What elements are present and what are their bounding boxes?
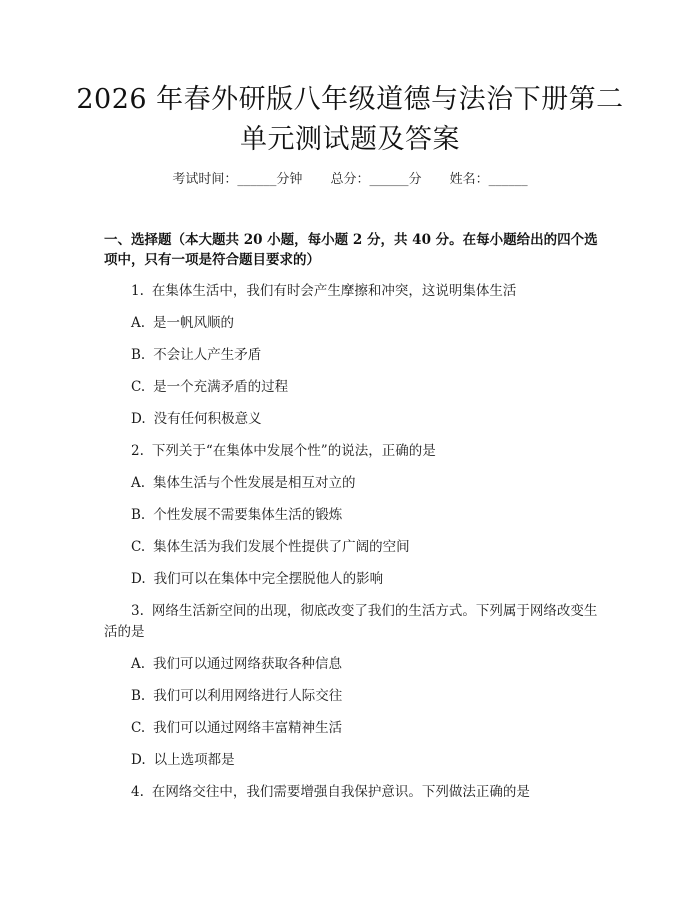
option-text: 没有任何积极意义 <box>153 411 262 427</box>
question-number: 3. <box>131 603 144 619</box>
option-text: 是一帆风顺的 <box>153 315 235 331</box>
option-text: 我们可以在集体中完全摆脱他人的影响 <box>153 571 384 587</box>
option-letter: D. <box>131 752 146 768</box>
option-text: 个性发展不需要集体生活的锻炼 <box>153 507 343 523</box>
page-title-line1: 2026 年春外研版八年级道德与法治下册第二 <box>76 84 624 115</box>
option-letter: C. <box>131 720 146 736</box>
exam-time-field: 考试时间：______分钟 <box>172 172 303 187</box>
option-text: 集体生活为我们发展个性提供了广阔的空间 <box>153 539 410 555</box>
option-text: 我们可以通过网络丰富精神生活 <box>153 720 343 736</box>
exam-info-row <box>0 168 700 187</box>
answer-option <box>131 654 342 674</box>
question-stem <box>131 281 516 301</box>
option-text: 我们可以利用网络进行人际交往 <box>153 688 343 704</box>
option-letter: B. <box>131 688 146 704</box>
option-text: 我们可以通过网络获取各种信息 <box>153 656 343 672</box>
question-stem <box>104 601 609 643</box>
option-letter: D. <box>131 571 146 587</box>
section-heading-multiple-choice: 一、选择题（本大题共 20 小题，每小题 2 分，共 40 分。在每小题给出的四个选项中，只有一项是符合题目要求的） <box>104 232 598 268</box>
option-letter: C. <box>131 379 146 395</box>
answer-option <box>131 377 288 397</box>
option-letter: A. <box>131 656 146 672</box>
question-text: 在网络交往中，我们需要增强自我保护意识。下列做法正确的是 <box>151 784 530 800</box>
option-letter: A. <box>131 315 146 331</box>
answer-option <box>131 473 356 493</box>
answer-option <box>131 537 410 557</box>
question-number: 1. <box>131 283 144 299</box>
page-title-line2: 单元测试题及答案 <box>240 124 460 155</box>
answer-option <box>131 718 342 738</box>
answer-option <box>131 505 342 525</box>
question-text: 网络生活新空间的出现，彻底改变了我们的生活方式。下列属于网络改变生活的是 <box>104 603 598 640</box>
option-text: 不会让人产生矛盾 <box>153 347 262 363</box>
option-letter: C. <box>131 539 146 555</box>
question-number: 4. <box>131 784 144 800</box>
option-letter: B. <box>131 507 146 523</box>
answer-option <box>131 409 262 429</box>
answer-option <box>131 750 235 770</box>
answer-option <box>131 686 342 706</box>
student-name-field: 姓名：______ <box>449 172 528 187</box>
answer-option <box>131 569 383 589</box>
total-score-field: 总分：______分 <box>330 172 422 187</box>
option-letter: A. <box>131 475 146 491</box>
question-text: 在集体生活中，我们有时会产生摩擦和冲突，这说明集体生活 <box>151 283 517 299</box>
option-text: 以上选项都是 <box>153 752 235 768</box>
option-letter: D. <box>131 411 146 427</box>
question-stem <box>131 782 530 802</box>
question-stem <box>131 441 436 461</box>
answer-option <box>131 313 234 333</box>
question-text: 下列关于“在集体中发展个性”的说法，正确的是 <box>151 443 436 459</box>
answer-option <box>131 345 261 365</box>
option-text: 是一个充满矛盾的过程 <box>153 379 289 395</box>
option-letter: B. <box>131 347 146 363</box>
question-number: 2. <box>131 443 144 459</box>
option-text: 集体生活与个性发展是相互对立的 <box>153 475 356 491</box>
